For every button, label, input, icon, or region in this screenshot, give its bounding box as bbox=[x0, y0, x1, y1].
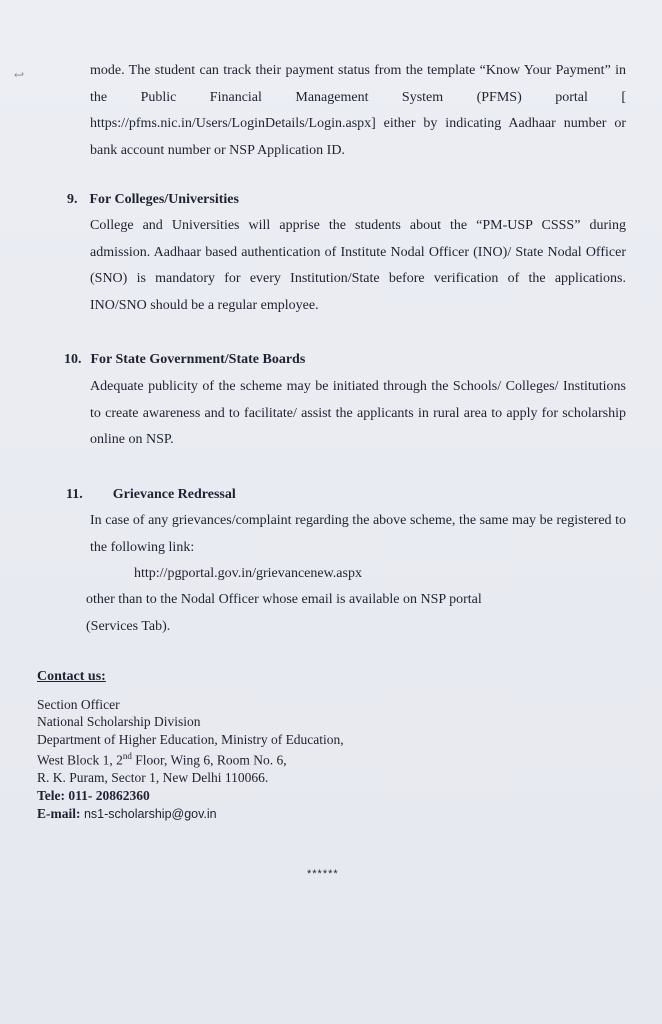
section-9-body: College and Universities will apprise the students about the “PM-USP CSSS” during admission. Aadhaar based authentication of Institute Nodal Officer (INO)/ State Nodal Officer (SNO) is mandatory for every Institution/State before verification of the applications. INO/SNO should be a regular employee. bbox=[90, 218, 626, 313]
grievance-link-block bbox=[134, 561, 534, 587]
email-value[interactable]: ns1-scholarship@gov.in bbox=[80, 806, 217, 821]
section-11-after-link bbox=[86, 587, 626, 640]
section-10-body-block bbox=[90, 374, 626, 454]
contact-block bbox=[37, 668, 457, 823]
address-part: Floor, Wing 6, Room No. 6, bbox=[131, 752, 287, 768]
section-10-heading bbox=[64, 350, 624, 370]
section-11-body: In case of any grievances/complaint regarding the above scheme, the same may be registered to the following link: bbox=[90, 513, 626, 555]
contact-line-4 bbox=[37, 748, 457, 769]
contact-line-1: Section Officer bbox=[37, 696, 120, 712]
contact-email bbox=[37, 805, 457, 824]
section-title: For State Government/State Boards bbox=[90, 352, 306, 367]
section-11-heading bbox=[66, 485, 626, 505]
section-number: 10. bbox=[64, 352, 82, 367]
contact-line-2: National Scholarship Division bbox=[37, 714, 201, 730]
intro-paragraph: mode. The student can track their payment status from the template “Know Your Payment” in the Public Financial Management System (PFMS) portal [ https://pfms.nic.in/Users/LoginDetails/Login.aspx] either by indicating Aadhaar number or bank account number or NSP Application ID. bbox=[90, 63, 626, 158]
section-9-body-block bbox=[90, 213, 626, 319]
contact-heading: Contact us: bbox=[37, 669, 106, 684]
contact-line-5: R. K. Puram, Sector 1, New Delhi 110066. bbox=[37, 770, 269, 786]
after-link-line-2: (Services Tab). bbox=[86, 618, 171, 634]
end-mark: ****** bbox=[307, 868, 339, 880]
section-number: 11. bbox=[66, 487, 83, 502]
section-11-body-block bbox=[90, 508, 626, 561]
email-label: E-mail: bbox=[37, 805, 81, 821]
section-10-body: Adequate publicity of the scheme may be initiated through the Schools/ Colleges/ Institutions to create awareness and to facilitate/ assist the applicants in rural area to apply for scholarship online on NSP. bbox=[90, 379, 626, 448]
contact-line-3: Department of Higher Education, Ministry of Education, bbox=[37, 731, 344, 747]
contact-telephone: Tele: 011- 20862360 bbox=[37, 788, 150, 804]
section-title: For Colleges/Universities bbox=[89, 192, 239, 207]
margin-mark: ↩ bbox=[14, 68, 25, 82]
section-title: Grievance Redressal bbox=[112, 487, 236, 502]
after-link-line-1: other than to the Nodal Officer whose email is available on NSP portal bbox=[86, 592, 482, 607]
section-9-heading bbox=[67, 190, 627, 210]
address-part: West Block 1, 2 bbox=[37, 752, 123, 768]
grievance-link[interactable]: http://pgportal.gov.in/grievancenew.aspx bbox=[134, 566, 362, 581]
intro-block bbox=[90, 58, 626, 164]
address-superscript: nd bbox=[122, 751, 132, 762]
section-number: 9. bbox=[67, 192, 78, 207]
